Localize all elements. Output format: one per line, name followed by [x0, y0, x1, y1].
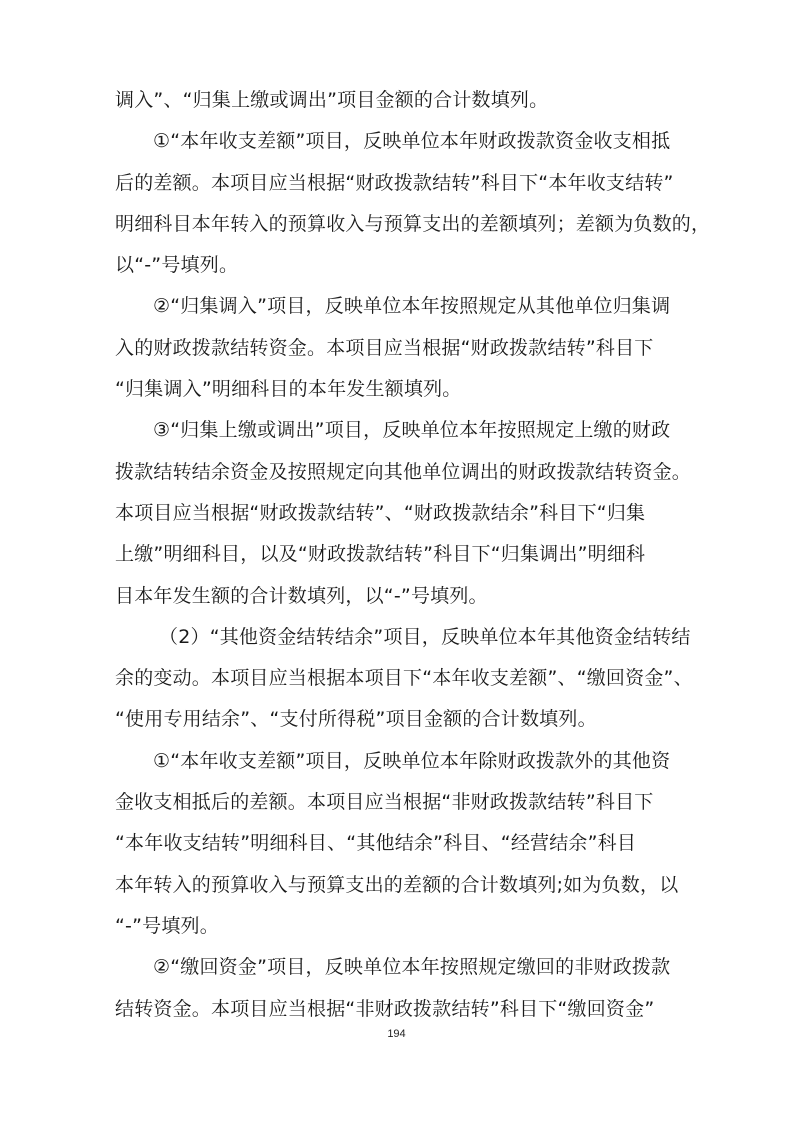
text-line: “-”号填列。 [115, 914, 219, 937]
text-line: 本项目应当根据“财政拨款结转”、“财政拨款结余”科目下“归集 [115, 501, 646, 524]
text-line: ③“归集上缴或调出”项目，反映单位本年按照规定上缴的财政 [153, 419, 671, 442]
text-line: 金收支相抵后的差额。本项目应当根据“非财政拨款结转”科目下 [115, 791, 654, 814]
text-line: 目本年发生额的合计数填列，以“-”号填列。 [115, 584, 488, 607]
text-line: 调入”、“归集上缴或调出”项目金额的合计数填列。 [115, 89, 549, 111]
text-line: 以“-”号填列。 [115, 254, 239, 277]
text-line: 明细科目本年转入的预算收入与预算支出的差额填列；差额为负数的， [115, 212, 711, 235]
text-line: ①“本年收支差额”项目，反映单位本年除财政拨款外的其他资 [153, 749, 671, 772]
text-line: “使用专用结余”、“支付所得税”项目金额的合计数填列。 [115, 708, 597, 731]
text-line: 余的变动。本项目应当根据本项目下“本年收支差额”、“缴回资金”、 [115, 667, 693, 690]
text-line: 拨款结转结余资金及按照规定向其他单位调出的财政拨款结转资金。 [115, 460, 692, 483]
text-line: 上缴”明细科目，以及“财政拨款结转”科目下“归集调出”明细科 [115, 543, 646, 566]
text-line: ①“本年收支差额”项目，反映单位本年财政拨款资金收支相抵 [153, 130, 671, 153]
text-line: “归集调入”明细科目的本年发生额填列。 [115, 378, 462, 401]
text-line: 结转资金。本项目应当根据“非财政拨款结转”科目下“缴回资金” [115, 997, 655, 1020]
page-number: 194 [387, 1028, 406, 1040]
text-line: “本年收支结转”明细科目、“其他结余”科目、“经营结余”科目 [115, 832, 637, 855]
text-line: （2）“其他资金结转结余”项目，反映单位本年其他资金结转结 [159, 625, 691, 648]
text-line: ②“缴回资金”项目，反映单位本年按照规定缴回的非财政拨款 [153, 956, 671, 979]
text-line: 入的财政拨款结转资金。本项目应当根据“财政拨款结转”科目下 [115, 336, 654, 359]
text-line: 后的差额。本项目应当根据“财政拨款结转”科目下“本年收支结转” [115, 171, 674, 194]
text-line: 本年转入的预算收入与预算支出的差额的合计数填列;如为负数，以 [115, 873, 679, 896]
text-line: ②“归集调入”项目，反映单位本年按照规定从其他单位归集调 [153, 295, 671, 318]
body-text [115, 80, 711, 1030]
